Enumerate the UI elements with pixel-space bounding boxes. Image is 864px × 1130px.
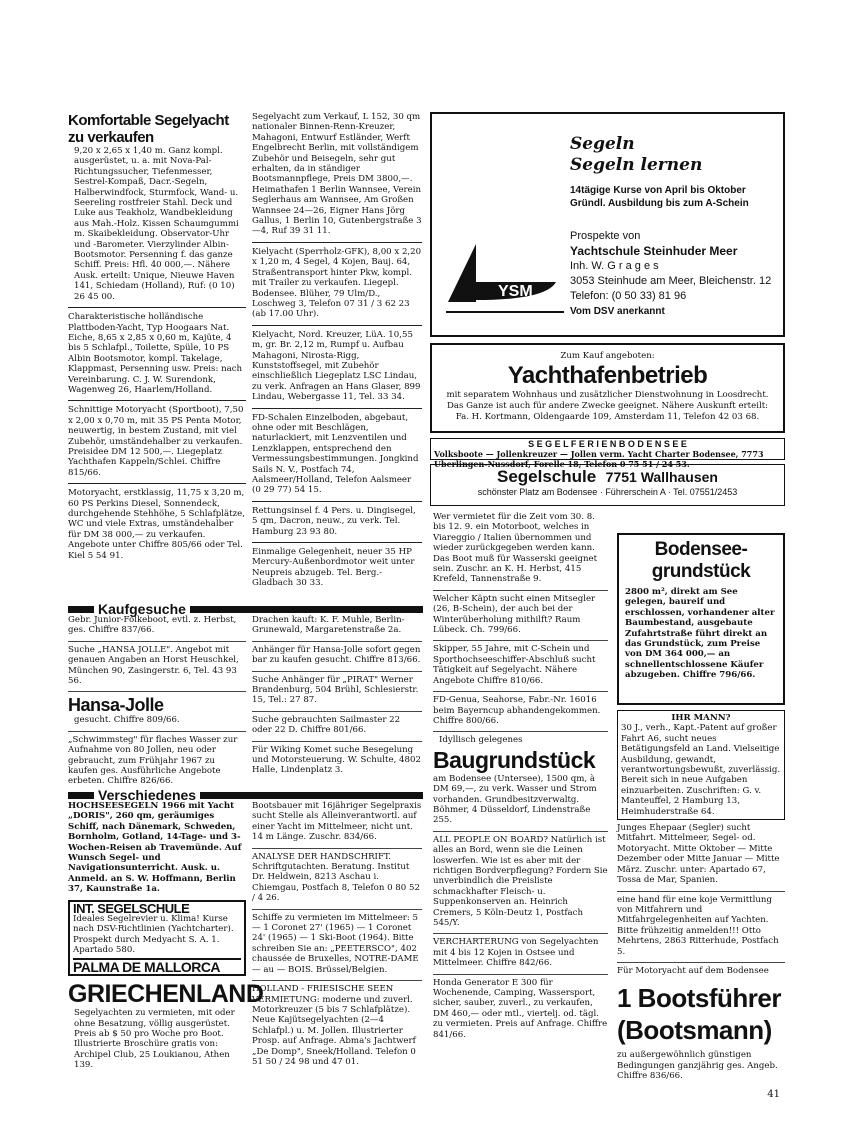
ad-bootsfuehrer: [617, 966, 785, 1082]
divider: [617, 962, 785, 963]
ad-title: INT. SEGELSCHULE: [73, 900, 190, 916]
ad-text: Drachen kauft: K. F. Muhle, Berlin-Grunewald, Margaretenstraße 2a.: [252, 615, 405, 636]
ad-text: Segelyacht zum Verkauf, L 152, 30 qm nationaler Binnen-Renn-Kreuzer, Mahagoni, Entwurf Estländer, Werft Engelbrecht Berlin, mit vollständigem Zubehör und Beisegeln, sehr gut erhalten, da in ständiger Bootsmannpflege, Preis DM 3800,—. Heimathafen 1 Berlin Wannsee, Verein Seglerhaus am Wannsee, Am Großen Wannsee 24—26, Eigner Hans Jörg Gallus, 1 Berlin 10, Gutenbergstraße 3—4, Ruf 39 31 11.: [252, 112, 422, 237]
segelschule-title: Segelschule: [497, 467, 597, 486]
ad: [433, 835, 608, 929]
ad-kauf: [68, 615, 246, 636]
divider: [433, 731, 608, 732]
section-bar: [68, 792, 94, 799]
ad-text: Welcher Käptn sucht einen Mitsegler (26, B-Schein), der auch bei der Winterüberholung mithilft? Raum Lübeck. Ch. 799/66.: [433, 593, 596, 636]
ad-baugrundstueck: [433, 735, 608, 825]
ad: [252, 852, 422, 904]
ad-text: FD-Schalen Einzelboden, abgebaut, ohne oder mit Beschlägen, naturlackiert, mit Lenzventilen und Lenzklappen, entsprechend den Vermessungsbestimmungen. Jongkind Sails N. V., Postfach 74, Aalsmeer/Holland, Telefon Aalsmeer (0 29 77) 54 15.: [252, 412, 419, 496]
ferien-text-body: Volksboote — Jollenkreuzer — Jollen verm. Yacht Charter Bodensee, 7773 Überlingen-Nussdorf, Forelle 18, Telefon 0 75 51 / 24 53.: [434, 449, 764, 469]
column-2-lower: [252, 615, 422, 781]
ad-hochseesegeln: [68, 801, 246, 895]
ad-text: 2800 m², direkt am See gelegen, baureif und erschlossen, vorhandener alter Baumbestand, ausgebaute Zufahrtstraße führt direkt an das Grundstück, zum Preise von DM 364 000,— an schnellentschlossene Käufer abzugeben. Chiffre 796/66.: [625, 587, 775, 681]
divider: [252, 671, 422, 672]
ad-text: Suche „HANSA JOLLE". Angebot mit genauen Angaben an Horst Heuschkel, München 90, Zasingerstr. 6, Tel. 43 93 56.: [68, 644, 239, 687]
ad-text: Junges Ehepaar (Segler) sucht Mitfahrt. Mittelmeer, Segel- od. Motoryacht. Mitte Oktober — Mitte Dezember oder Mitte Januar — Mitte März. Zuschr. unter: Apartado 67, Tossa de Mar, Spanien.: [617, 823, 780, 886]
segelschule-place: 7751 Wallhausen: [605, 469, 718, 485]
ad-title: 1 Bootsführer (Bootsmann): [617, 983, 781, 1046]
ferien-title: S E G E L F E R I E N B O D E N S E E: [528, 439, 687, 449]
ad-text: Segelyachten zu vermieten, mit oder ohne Besatzung, völlig ausgerüstet. Preis ab $ 50 pro Woche pro Boot. Illustrierte Broschüre gratis von: Archipel Club, 25 Loukianou, Athen 139.: [74, 1008, 235, 1071]
divider: [68, 400, 246, 401]
divider: [433, 933, 608, 934]
ysm-line2: Segeln lernen: [570, 155, 703, 175]
divider: [252, 408, 422, 409]
ad: [433, 644, 608, 686]
divider: [433, 831, 608, 832]
divider: [252, 741, 422, 742]
divider: [252, 325, 422, 326]
hafen-kauf: Zum Kauf angeboten:: [560, 351, 655, 361]
ysm-inh: Inh. W. G r a g e s: [570, 260, 659, 272]
ad: [252, 615, 422, 636]
section-title: Verschiedenes: [98, 787, 197, 803]
ad-palma: PALMA DE MALLORCA: [73, 958, 241, 972]
ad: [252, 547, 422, 589]
ad-ysm: [430, 112, 785, 337]
ysm-kurse: 14tägige Kurse von April bis Oktober Gründl. Ausbildung bis zum A-Schein: [570, 185, 749, 209]
ad-griechenland-title: GRIECHENLAND: [68, 980, 264, 1009]
ad-text: Schnittige Motoryacht (Sportboot), 7,50 x 2,00 x 0,70 m, mit 35 PS Penta Motor, neuwertig, in bestem Zustand, mit viel Zubehör, umständehalber zu verkaufen. Preisidee DM 12 500,—. Liegeplatz Yachthafen Kappeln/Schlei. Chiffre 815/66.: [68, 405, 244, 478]
ad-text: am Bodensee (Untersee), 1500 qm, à DM 69,—, zu verk. Wasser und Strom vorhanden. Grundbesitzverwaltg. Böhmer, 4 Düsseldorf, Lindenstraße 255.: [433, 773, 597, 826]
ad: [252, 715, 422, 736]
ad-text: 9,20 x 2,65 x 1,40 m. Ganz kompl. ausgerüstet, u. a. mit Nova-Pal-Richtungssucher, Tiefenmesser, Sestrel-Kompaß, Dacr.-Segeln, Halberwindfock, Sturmfock, Wand- u. Seereling rostfreier Stahl. Deck und Luke aus Teakholz, Wandbekleidung aus Mah.-Holz. Kissen Schaumgummi m. Skaibekleidung. Observator-Uhr und -Barometer. Vierzylinder Albin-Bootsmotor. Persenning f. das ganze Schiff. Preis: Hfl. 40 000,—. Nähere Ausk. erteilt: Unique, Nieuwe Haven 141, Schiedam (Holland), Ruf: (0 10) 26 45 00.: [74, 146, 239, 302]
divider: [433, 974, 608, 975]
ad: [252, 745, 422, 776]
ad-text: ALL PEOPLE ON BOARD? Natürlich ist alles an Bord, wenn sie die Leinen loswerfen. Wie ist es aber mit der richtigen Bordverpflegung? Fordern Sie unverbindlich die Preisliste schmackhafter Fleisch- u. Suppenkonserven an. Heinrich Cremers, 5 Köln-Deutz 1, Postfach 545/Y.: [433, 834, 608, 928]
segelschule-text: schönster Platz am Bodensee · Führerschein A · Tel. 07551/2453: [477, 487, 738, 497]
divider: [252, 980, 422, 981]
ad: [617, 823, 785, 885]
divider: [68, 483, 246, 484]
ad-text: zu außergewöhnlich günstigen Bedingungen ganzjährig ges. Angeb. Chiffre 836/66.: [617, 1050, 778, 1082]
ad-text: Rettungsinsel f. 4 Pers. u. Dingisegel, 5 qm, Dacron, neuw., zu verk. Tel. Hamburg 23 93 80.: [252, 505, 416, 537]
section-bar: [68, 606, 94, 613]
column-4: [617, 710, 785, 1087]
ad-title: Komfortable Segelyacht zu verkaufen: [68, 112, 229, 146]
ysm-dsv: Vom DSV anerkannt: [570, 306, 665, 317]
ad-text: „Schwimmsteg" für flaches Wasser zur Aufnahme von 80 Jollen, neu oder gebraucht, zum Frühjahr 1967 zu kaufen ges. Ausführliche Angebote erbeten. Chiffre 826/66.: [68, 734, 238, 787]
ad-text: FD-Genua, Seahorse, Fabr.-Nr. 16016 beim Bayerncup abhandengekommen. Chiffre 800/66.: [433, 695, 601, 726]
column-1-bottom: [68, 801, 264, 1071]
ad-text: ANALYSE DER HANDSCHRIFT. Schriftgutachten. Beratung. Institut Dr. Heldwein, 8213 Aschau i. Chiemgau, Postfach 8, Telefon 0 80 52 / 4 26.: [252, 851, 420, 904]
ad-text: Bootsbauer mit 16jähriger Segelpraxis sucht Stelle als Alleinverantwortl. auf einer Yacht im Mittelmeer, nicht unt. 14 m Länge. Zuschr. 834/66.: [252, 801, 422, 843]
ad: [433, 695, 608, 726]
ad: [433, 512, 608, 585]
ad-text: gesucht. Chiffre 809/66.: [74, 715, 180, 726]
divider: [68, 731, 246, 732]
ad-motoryacht: [68, 405, 246, 478]
divider: [252, 641, 422, 642]
ad: [252, 675, 422, 706]
ad-kauf: [68, 645, 246, 687]
ad-ihr-mann: [617, 710, 785, 820]
ad-text: VERCHARTERUNG von Segelyachten mit 4 bis 12 Kojen in Ostsee und Mittelmeer. Chiffre 842/66.: [433, 937, 599, 969]
ad: [252, 913, 422, 975]
ad-motoryacht-2: [68, 488, 246, 561]
page-number: 41: [767, 1089, 780, 1100]
ysm-telefon: Telefon: (0 50 33) 81 96: [570, 290, 687, 302]
divider: [252, 542, 422, 543]
ysm-address: 3053 Steinhude am Meer, Bleichenstr. 12: [570, 275, 772, 287]
hafen-text: mit separatem Wohnhaus und zusätzlicher Dienstwohnung in Loosdrecht. Das Ganze ist auch für andere Zwecke geeignet. Nähere Auskunft erteilt: Fa. H. Kortmann, Oldengaarde 109, Amsterdam 11, Telefon 42 03 68.: [446, 390, 769, 422]
ad: [433, 594, 608, 636]
column-2: [252, 112, 422, 594]
column-3: [433, 512, 608, 1045]
divider: [252, 501, 422, 502]
ad-text: Einmalige Gelegenheit, neuer 35 HP Mercury-Außenbordmotor weit unter Neupreis abzugeb. Tel. Berg.-Gladbach 30 33.: [252, 547, 415, 589]
ad: [252, 112, 422, 237]
ad-text: Schiffe zu vermieten im Mittelmeer: 5 — 1 Coronet 27' (1965) — 1 Coronet 24' (1965) — 1 Ski-Boot (1964). Bitte schreiben Sie an: „PEETERSCO", 402 chaussée de Bruxelles, NOTRE-DAME — au — BOIS. Brüssel/Belgien.: [252, 912, 419, 975]
ad-text: eine hand für eine koje Vermittlung von Mitfahrern und Mitfahrgelegenheiten auf Yachten. Bitte frühzeitig anmelden!!! Otto Mehrtens, 2863 Ritterhude, Postfach 5.: [617, 894, 779, 957]
ad: [252, 506, 422, 537]
ad-segelschule: [430, 464, 785, 506]
ad-pre: Idyllisch gelegenes: [439, 735, 523, 746]
ysm-logo: [446, 242, 564, 322]
ad-title: Baugrundstück: [433, 746, 596, 773]
ad-text: 30 J., verh., Kapt.-Patent auf großer Fahrt A6, sucht neues Betätigungsfeld an Land. Vielseitige Ausbildung, gewandt, verantwortungsbewußt, zuverlässig. Bereit sich in neue Aufgaben einzuarbeiten. Zuschriften: G. v. Manteuffel, 2 Hamburg 13, Heimhuderstraße 64.: [621, 723, 781, 817]
divider: [68, 307, 246, 308]
ad-text: HOCHSEESEGELN 1966 mit Yacht „DORIS", 260 qm, geräumiges Schiff, nach Dänemark, Schweden, Bornholm, Gotland, 14-Tage- und 3-Wochen-Reisen ab Travemünde. Auf Wunsch Segel- und Navigationsunterricht. Ausk. u. Anmeld. an S. W. Hoffmann, Berlin 37, Kaunstraße 1a.: [68, 801, 242, 895]
divider: [252, 711, 422, 712]
ad-text: HOLLAND - FRIESISCHE SEEN VERMIETUNG: moderne und zuverl. Motorkreuzer (5 bis 7 Schlafplätze). Neue Kajütsegelyachten (2—4 Schlafpl.) u. M. Jollen. Illustrierter Prosp. auf Anfrage. Abma's Jachtwerf „De Domp", Sneek/Holland. Telefon 0 51 50 / 24 98 und 47 01.: [252, 984, 416, 1067]
ad: [617, 895, 785, 957]
ad-text: Honda Generator E 300 für Wochenende, Camping, Wassersport, sicher, sauber, zuverl., zu verkaufen, DM 460,— oder mtl., viertelj. od. tägl. zu vermieten. Preis auf Anfrage. Chiffre 841/66.: [433, 977, 608, 1040]
divider: [68, 641, 246, 642]
ad-text: Motoryacht, erstklassig, 11,75 x 3,20 m, 60 PS Perkins Diesel, Sonnendeck, durchgehende Stehhöhe, 5 Schlafplätze, WC und viele Extras, umständehalber für DM 38 000,— zu verkaufen. Angebote unter Chiffre 805/66 oder Tel. Kiel 5 54 91.: [68, 488, 245, 561]
ad-title: Bodensee-grundstück: [651, 539, 751, 582]
ad-text: Skipper, 55 Jahre, mit C-Schein und Sporthochseeschiffer-Abschluß sucht Tätigkeit auf Segelyacht. Nähere Angebote Chiffre 810/66.: [433, 644, 596, 686]
ysm-logo-text: YSM: [498, 283, 533, 300]
ad-text: Wer vermietet für die Zeit vom 30. 8. bis 12. 9. ein Motorboot, welches in Viareggio / Italien übernommen und wieder zurückgegeben werden kann. Das Boot muß für Wasserski geeignet sein. Zuschr. an K. H. Herbst, 415 Krefeld, Tannenstraße 9.: [433, 512, 598, 585]
ad-pre: Für Motoryacht auf dem Bodensee: [617, 965, 769, 976]
section-bar: [190, 606, 423, 613]
ad: [252, 330, 422, 403]
column-1: [68, 112, 246, 566]
ad-kauf: [68, 735, 246, 787]
ad-text: Ideales Segelrevier u. Klima! Kurse nach DSV-Richtlinien (Yachtcharter). Prospekt durch Medyacht S. A. 1. Apartado 580.: [73, 914, 234, 956]
divider: [617, 891, 785, 892]
ad-text: Anhänger für Hansa-Jolle sofort gegen bar zu kaufen gesucht. Chiffre 813/66.: [252, 644, 421, 666]
ad-text: Charakteristische holländische Plattboden-Yacht, Typ Hoogaars Nat. Eiche, 8,65 x 2,85 x 0,60 m, Kajüte, 4 bis 5 Schlafpl., Toilette, Spüle, 10 PS Albin Bootsmotor, kompl. Takelage, Klappmast, Persenning usw. Preis: nach Vereinbarung. C. J. W. Surendonk, Wagenweg 26, Haarlem/Holland.: [68, 312, 243, 395]
divider: [433, 691, 608, 692]
ysm-school: Yachtschule Steinhuder Meer: [570, 244, 738, 258]
ad: [433, 978, 608, 1040]
ad-yachthafen: [430, 343, 785, 433]
section-title: Kaufgesuche: [98, 601, 186, 617]
ad: [252, 984, 422, 1067]
hafen-title: Yachthafenbetrieb: [507, 362, 708, 389]
ad-text: Suche gebrauchten Sailmaster 22 oder 22 D. Chiffre 801/66.: [252, 714, 401, 736]
ad-segelyacht: [68, 112, 246, 302]
divider: [252, 242, 422, 243]
ad: [252, 413, 422, 496]
column-2-bottom: [252, 801, 422, 1072]
ad-text: Gebr. Junior-Folkeboot, evtl. z. Herbst, ges. Chiffre 837/66.: [68, 615, 237, 636]
ad-title: IHR MANN?: [671, 713, 731, 723]
ad-int-segelschule: [68, 900, 246, 976]
ad-text: Kielyacht, Nord. Kreuzer, LüA. 10,55 m, gr. Br. 2,12 m, Rumpf u. Aufbau Mahagoni, Nirosta-Rigg, Kunststoffsegel, mit Zubehör einschließlich Liegeplatz LSC Lindau, zu verk. Anfragen an Hans Glaser, 899 Lindau, Webergasse 11, Tel. 33 34.: [252, 329, 421, 403]
divider: [252, 848, 422, 849]
divider: [433, 590, 608, 591]
ad-text: Suche Anhänger für „PIRAT" Werner Brandenburg, 504 Brühl, Schlesierstr. 15, Tel.: 27 87.: [252, 674, 419, 706]
column-1-lower: [68, 615, 246, 792]
ad: [252, 645, 422, 666]
ad-hansa-jolle: [68, 695, 246, 725]
ad: [252, 801, 422, 843]
ad-text: Kielyacht (Sperrholz-GFK), 8,00 x 2,20 x 1,20 m, 4 Segel, 4 Kojen, Bauj. 64, Straßentransport hinter Pkw, kompl. mit Trailer zu verkaufen. Liegepl. Bodensee. Blüher, 79 Ulm/D., Loschweg 3, Telefon 07 31 / 3 62 23 (ab 17.00 Uhr).: [252, 246, 422, 320]
divider: [433, 640, 608, 641]
ad-bodensee-grundstueck: [617, 533, 785, 705]
ad-title: Hansa-Jolle: [68, 695, 164, 716]
ysm-prospekte: Prospekte von: [570, 230, 641, 242]
ysm-line1: Segeln: [570, 134, 635, 154]
ad: [433, 937, 608, 968]
section-bar: [200, 792, 423, 799]
ad-plattboden: [68, 312, 246, 395]
divider: [252, 909, 422, 910]
ad-text: Für Wiking Komet suche Besegelung und Motorsteuerung. W. Schulte, 4802 Halle, Lindenplatz 3.: [252, 744, 421, 776]
divider: [68, 691, 246, 692]
ad: [252, 247, 422, 320]
